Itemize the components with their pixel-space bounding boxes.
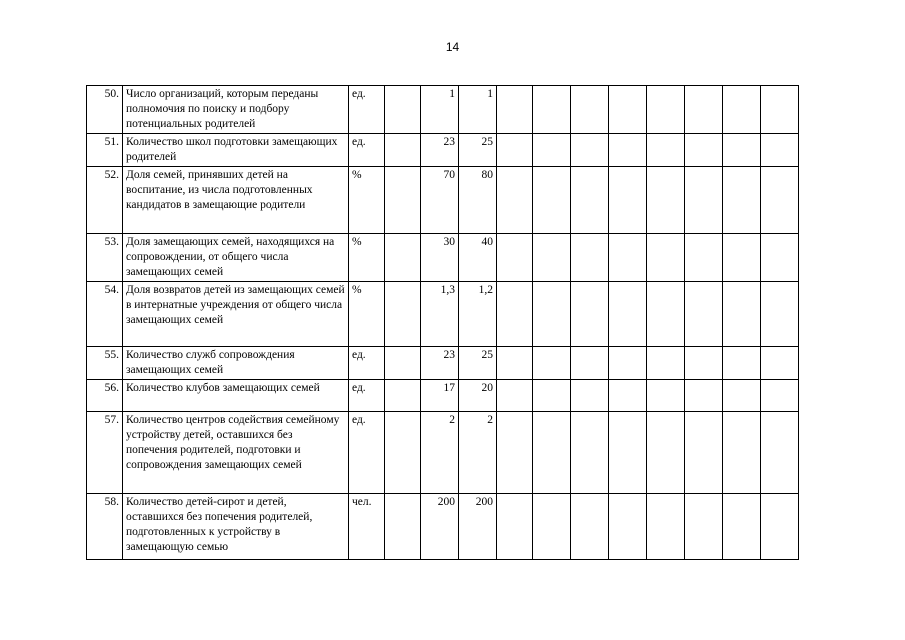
table-row: [87, 234, 799, 282]
empty-cell: [647, 134, 685, 167]
value-2015-cell: 200: [459, 494, 497, 560]
table-row: [87, 347, 799, 380]
value-2015-cell: 20: [459, 380, 497, 412]
empty-cell: [685, 347, 723, 380]
unit-cell: ед.: [349, 412, 385, 494]
empty-cell: [723, 134, 761, 167]
empty-cell: [385, 167, 421, 234]
empty-cell: [571, 282, 609, 347]
unit-cell: %: [349, 282, 385, 347]
empty-cell: [609, 494, 647, 560]
value-2015-cell: 80: [459, 167, 497, 234]
empty-cell: [533, 412, 571, 494]
empty-cell: [571, 380, 609, 412]
value-2014-cell: 23: [421, 347, 459, 380]
empty-cell: [533, 347, 571, 380]
table-row: [87, 134, 799, 167]
table-row: [87, 167, 799, 234]
empty-cell: [497, 167, 533, 234]
empty-cell: [761, 234, 799, 282]
empty-cell: [609, 282, 647, 347]
empty-cell: [685, 134, 723, 167]
value-2014-cell: 70: [421, 167, 459, 234]
value-2015-cell: 40: [459, 234, 497, 282]
empty-cell: [571, 134, 609, 167]
value-2015-cell: 25: [459, 134, 497, 167]
empty-cell: [533, 494, 571, 560]
empty-cell: [571, 494, 609, 560]
empty-cell: [723, 234, 761, 282]
empty-cell: [761, 167, 799, 234]
unit-cell: %: [349, 167, 385, 234]
empty-cell: [685, 167, 723, 234]
table-row: [87, 282, 799, 347]
row-number-cell: 56.: [87, 380, 123, 412]
empty-cell: [761, 494, 799, 560]
indicator-name-cell: Количество центров содействия семейному устройству детей, оставшихся без попечения родителей, подготовки и сопровождения замещающих семей: [123, 412, 349, 494]
indicator-name-cell: Доля возвратов детей из замещающих семей в интернатные учреждения от общего числа замещающих семей: [123, 282, 349, 347]
empty-cell: [571, 234, 609, 282]
empty-cell: [385, 412, 421, 494]
empty-cell: [385, 282, 421, 347]
empty-cell: [533, 282, 571, 347]
page-number: 14: [445, 40, 460, 54]
row-number-cell: 52.: [87, 167, 123, 234]
empty-cell: [723, 86, 761, 134]
empty-cell: [571, 86, 609, 134]
empty-cell: [723, 494, 761, 560]
empty-cell: [647, 86, 685, 134]
table-row: [87, 86, 799, 134]
empty-cell: [685, 234, 723, 282]
empty-cell: [497, 412, 533, 494]
value-2014-cell: 30: [421, 234, 459, 282]
unit-cell: ед.: [349, 134, 385, 167]
empty-cell: [647, 234, 685, 282]
row-number-cell: 55.: [87, 347, 123, 380]
empty-cell: [761, 380, 799, 412]
row-number-cell: 58.: [87, 494, 123, 560]
empty-cell: [609, 347, 647, 380]
empty-cell: [385, 86, 421, 134]
row-number-cell: 54.: [87, 282, 123, 347]
empty-cell: [647, 380, 685, 412]
empty-cell: [609, 134, 647, 167]
empty-cell: [609, 380, 647, 412]
unit-cell: ед.: [349, 380, 385, 412]
empty-cell: [685, 494, 723, 560]
empty-cell: [385, 234, 421, 282]
row-number-cell: 51.: [87, 134, 123, 167]
value-2015-cell: 1,2: [459, 282, 497, 347]
indicator-name-cell: Число организаций, которым переданы полномочия по поиску и подбору потенциальных родителей: [123, 86, 349, 134]
indicator-name-cell: Количество клубов замещающих семей: [123, 380, 349, 412]
empty-cell: [533, 234, 571, 282]
empty-cell: [685, 412, 723, 494]
empty-cell: [497, 282, 533, 347]
empty-cell: [723, 167, 761, 234]
empty-cell: [609, 234, 647, 282]
empty-cell: [385, 380, 421, 412]
empty-cell: [609, 86, 647, 134]
indicators-table: [86, 85, 799, 560]
empty-cell: [647, 282, 685, 347]
empty-cell: [761, 86, 799, 134]
empty-cell: [533, 380, 571, 412]
empty-cell: [647, 167, 685, 234]
empty-cell: [385, 134, 421, 167]
empty-cell: [571, 347, 609, 380]
unit-cell: чел.: [349, 494, 385, 560]
empty-cell: [723, 412, 761, 494]
value-2014-cell: 23: [421, 134, 459, 167]
empty-cell: [385, 494, 421, 560]
value-2015-cell: 1: [459, 86, 497, 134]
empty-cell: [761, 412, 799, 494]
row-number-cell: 57.: [87, 412, 123, 494]
row-number-cell: 50.: [87, 86, 123, 134]
empty-cell: [647, 494, 685, 560]
table-row: [87, 380, 799, 412]
empty-cell: [723, 282, 761, 347]
empty-cell: [571, 412, 609, 494]
value-2014-cell: 2: [421, 412, 459, 494]
empty-cell: [533, 134, 571, 167]
value-2015-cell: 2: [459, 412, 497, 494]
empty-cell: [761, 282, 799, 347]
empty-cell: [497, 347, 533, 380]
empty-cell: [497, 86, 533, 134]
indicator-name-cell: Количество детей-сирот и детей, оставшихся без попечения родителей, подготовленных к устройству в замещающую семью: [123, 494, 349, 560]
empty-cell: [761, 347, 799, 380]
empty-cell: [685, 86, 723, 134]
empty-cell: [533, 167, 571, 234]
value-2014-cell: 1: [421, 86, 459, 134]
empty-cell: [609, 167, 647, 234]
empty-cell: [647, 347, 685, 380]
empty-cell: [571, 167, 609, 234]
empty-cell: [497, 380, 533, 412]
value-2015-cell: 25: [459, 347, 497, 380]
unit-cell: ед.: [349, 86, 385, 134]
indicator-name-cell: Количество школ подготовки замещающих родителей: [123, 134, 349, 167]
table-row: [87, 412, 799, 494]
empty-cell: [609, 412, 647, 494]
value-2014-cell: 17: [421, 380, 459, 412]
indicator-name-cell: Доля семей, принявших детей на воспитание, из числа подготовленных кандидатов в замещающие родители: [123, 167, 349, 234]
empty-cell: [685, 380, 723, 412]
value-2014-cell: 1,3: [421, 282, 459, 347]
row-number-cell: 53.: [87, 234, 123, 282]
empty-cell: [497, 134, 533, 167]
empty-cell: [723, 347, 761, 380]
value-2014-cell: 200: [421, 494, 459, 560]
empty-cell: [497, 494, 533, 560]
indicator-name-cell: Количество служб сопровождения замещающих семей: [123, 347, 349, 380]
empty-cell: [497, 234, 533, 282]
unit-cell: %: [349, 234, 385, 282]
unit-cell: ед.: [349, 347, 385, 380]
empty-cell: [685, 282, 723, 347]
empty-cell: [647, 412, 685, 494]
empty-cell: [533, 86, 571, 134]
empty-cell: [385, 347, 421, 380]
indicator-name-cell: Доля замещающих семей, находящихся на сопровождении, от общего числа замещающих семей: [123, 234, 349, 282]
empty-cell: [723, 380, 761, 412]
empty-cell: [761, 134, 799, 167]
table-row: [87, 494, 799, 560]
